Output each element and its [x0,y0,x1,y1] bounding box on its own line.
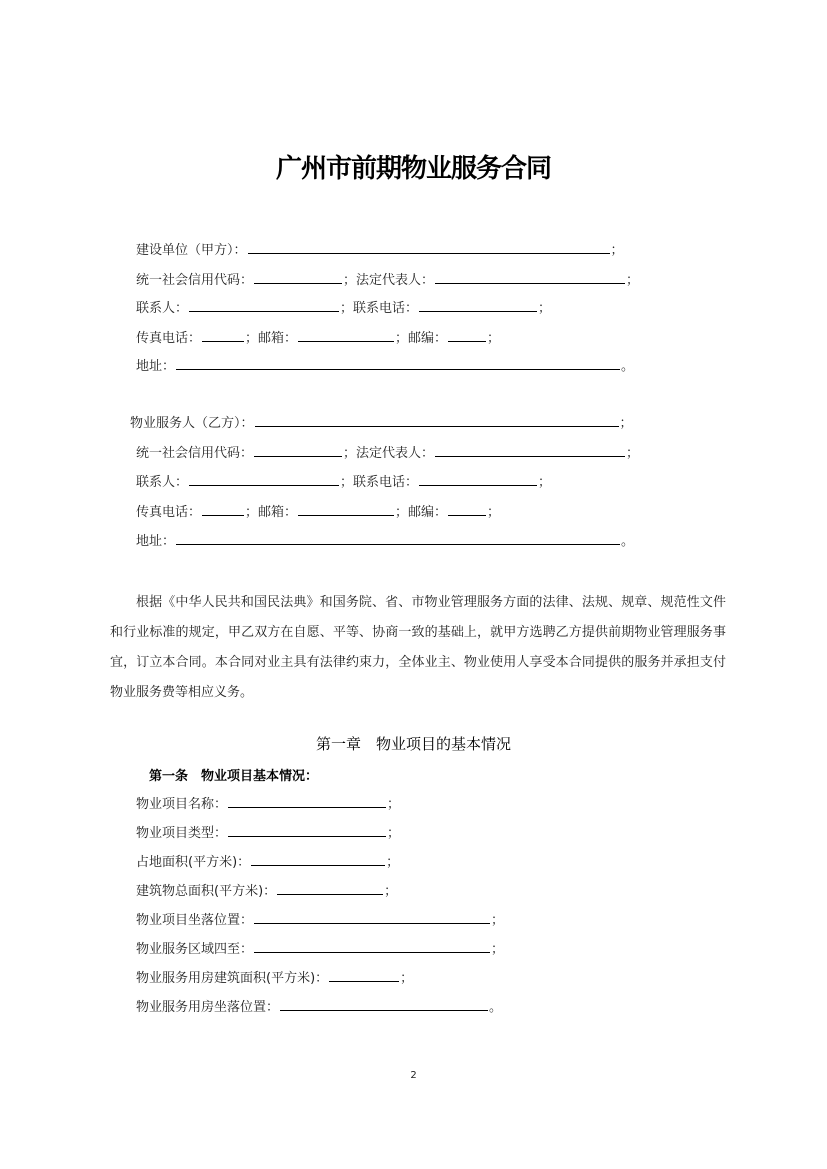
party-a-phone-label: ；联系电话： [340,301,419,316]
article-heading: 第一条 物业项目基本情况： [149,769,319,784]
chapter-heading: 第一章 物业项目的基本情况 [315,735,511,753]
semicolon: ； [487,505,501,520]
field-location [136,910,504,931]
room-location-blank[interactable] [280,997,488,1011]
scope-label: 物业服务区域四至： [136,942,254,957]
semicolon: ； [610,243,624,258]
location-blank[interactable] [254,910,490,924]
party-b-address-line [136,531,634,552]
location-label: 物业项目坐落位置： [136,913,254,928]
party-b-unit-blank[interactable] [255,413,619,427]
land-area-label: 占地面积(平方米)： [136,855,251,870]
party-b-fax-line [136,502,500,523]
semicolon: ； [487,331,501,346]
party-a-fax-blank[interactable] [202,328,244,342]
semicolon: ； [384,884,398,899]
party-a-rep-label: ；法定代表人： [343,273,435,288]
party-a-address-blank[interactable] [176,356,620,370]
party-a-code-blank[interactable] [254,270,342,284]
field-project-name [136,794,400,815]
party-b-phone-blank[interactable] [419,472,537,486]
field-room-location [136,997,502,1018]
party-b-address-blank[interactable] [176,531,620,545]
semicolon: ； [619,416,633,431]
land-area-blank[interactable] [251,852,385,866]
party-b-rep-label: ；法定代表人： [343,446,435,461]
semicolon: ； [626,446,640,461]
building-area-blank[interactable] [277,881,383,895]
party-b-contact-blank[interactable] [189,472,339,486]
field-project-type [136,823,400,844]
period: 。 [621,534,635,549]
party-a-unit-blank[interactable] [248,240,610,254]
party-b-fax-label: 传真电话： [136,505,202,520]
project-name-blank[interactable] [228,794,386,808]
party-b-contact-label: 联系人： [136,475,189,490]
project-name-label: 物业项目名称： [136,797,228,812]
project-type-blank[interactable] [228,823,386,837]
party-a-contact-line [136,298,551,319]
contract-title: 广州市前期物业服务合同 [275,154,551,184]
field-land-area [136,852,399,873]
party-b-unit-label: 物业服务人（乙方）： [130,416,254,431]
party-b-code-blank[interactable] [254,443,342,457]
room-location-label: 物业服务用房坐落位置： [136,1000,280,1015]
party-b-zip-label: ；邮编： [395,505,448,520]
party-a-fax-label: 传真电话： [136,331,202,346]
party-b-rep-blank[interactable] [435,443,625,457]
semicolon: ； [387,797,401,812]
party-a-address-line [136,356,634,377]
party-b-contact-line [136,472,551,493]
semicolon: ； [626,273,640,288]
party-a-email-label: ；邮箱： [245,331,298,346]
party-a-unit-line [136,240,624,261]
party-b-fax-blank[interactable] [202,502,244,516]
period: 。 [489,1000,503,1015]
party-a-fax-line [136,328,500,349]
party-b-email-blank[interactable] [298,502,394,516]
semicolon: ； [491,942,505,957]
semicolon: ； [538,301,552,316]
party-a-rep-blank[interactable] [435,270,625,284]
party-b-unit-line [130,413,633,434]
semicolon: ； [400,971,414,986]
party-a-address-label: 地址： [136,359,176,374]
scope-blank[interactable] [254,939,490,953]
project-type-label: 物业项目类型： [136,826,228,841]
semicolon: ； [491,913,505,928]
party-b-zip-blank[interactable] [448,502,486,516]
field-room-area [136,968,413,989]
room-area-label: 物业服务用房建筑面积(平方米)： [136,971,329,986]
party-b-email-label: ；邮箱： [245,505,298,520]
party-a-zip-label: ；邮编： [395,331,448,346]
semicolon: ； [387,826,401,841]
party-a-phone-blank[interactable] [419,298,537,312]
party-a-contact-blank[interactable] [189,298,339,312]
party-b-address-label: 地址： [136,534,176,549]
preamble-paragraph: 根据《中华人民共和国民法典》和国务院、省、市物业管理服务方面的法律、法规、规章、规范性文件和行业标准的规定，甲乙双方在自愿、平等、协商一致的基础上，就甲方选聘乙方提供前期物业管理服务事宜，订立本合同。本合同对业主具有法律约束力，全体业主、物业使用人享受本合同提供的服务并承担支付物业服务费等相应义务。 [110,595,726,700]
party-a-contact-label: 联系人： [136,301,189,316]
semicolon: ； [538,475,552,490]
period: 。 [621,359,635,374]
party-a-unit-label: 建设单位（甲方）： [136,243,247,258]
page-number: 2 [410,1070,417,1081]
party-b-phone-label: ；联系电话： [340,475,419,490]
field-scope [136,939,504,960]
party-a-email-blank[interactable] [298,328,394,342]
building-area-label: 建筑物总面积(平方米)： [136,884,277,899]
party-a-code-line [136,270,639,291]
room-area-blank[interactable] [329,968,399,982]
field-building-area [136,881,397,902]
party-b-code-line [136,443,639,464]
party-a-code-label: 统一社会信用代码： [136,273,254,288]
semicolon: ； [386,855,400,870]
party-a-zip-blank[interactable] [448,328,486,342]
party-b-code-label: 统一社会信用代码： [136,446,254,461]
